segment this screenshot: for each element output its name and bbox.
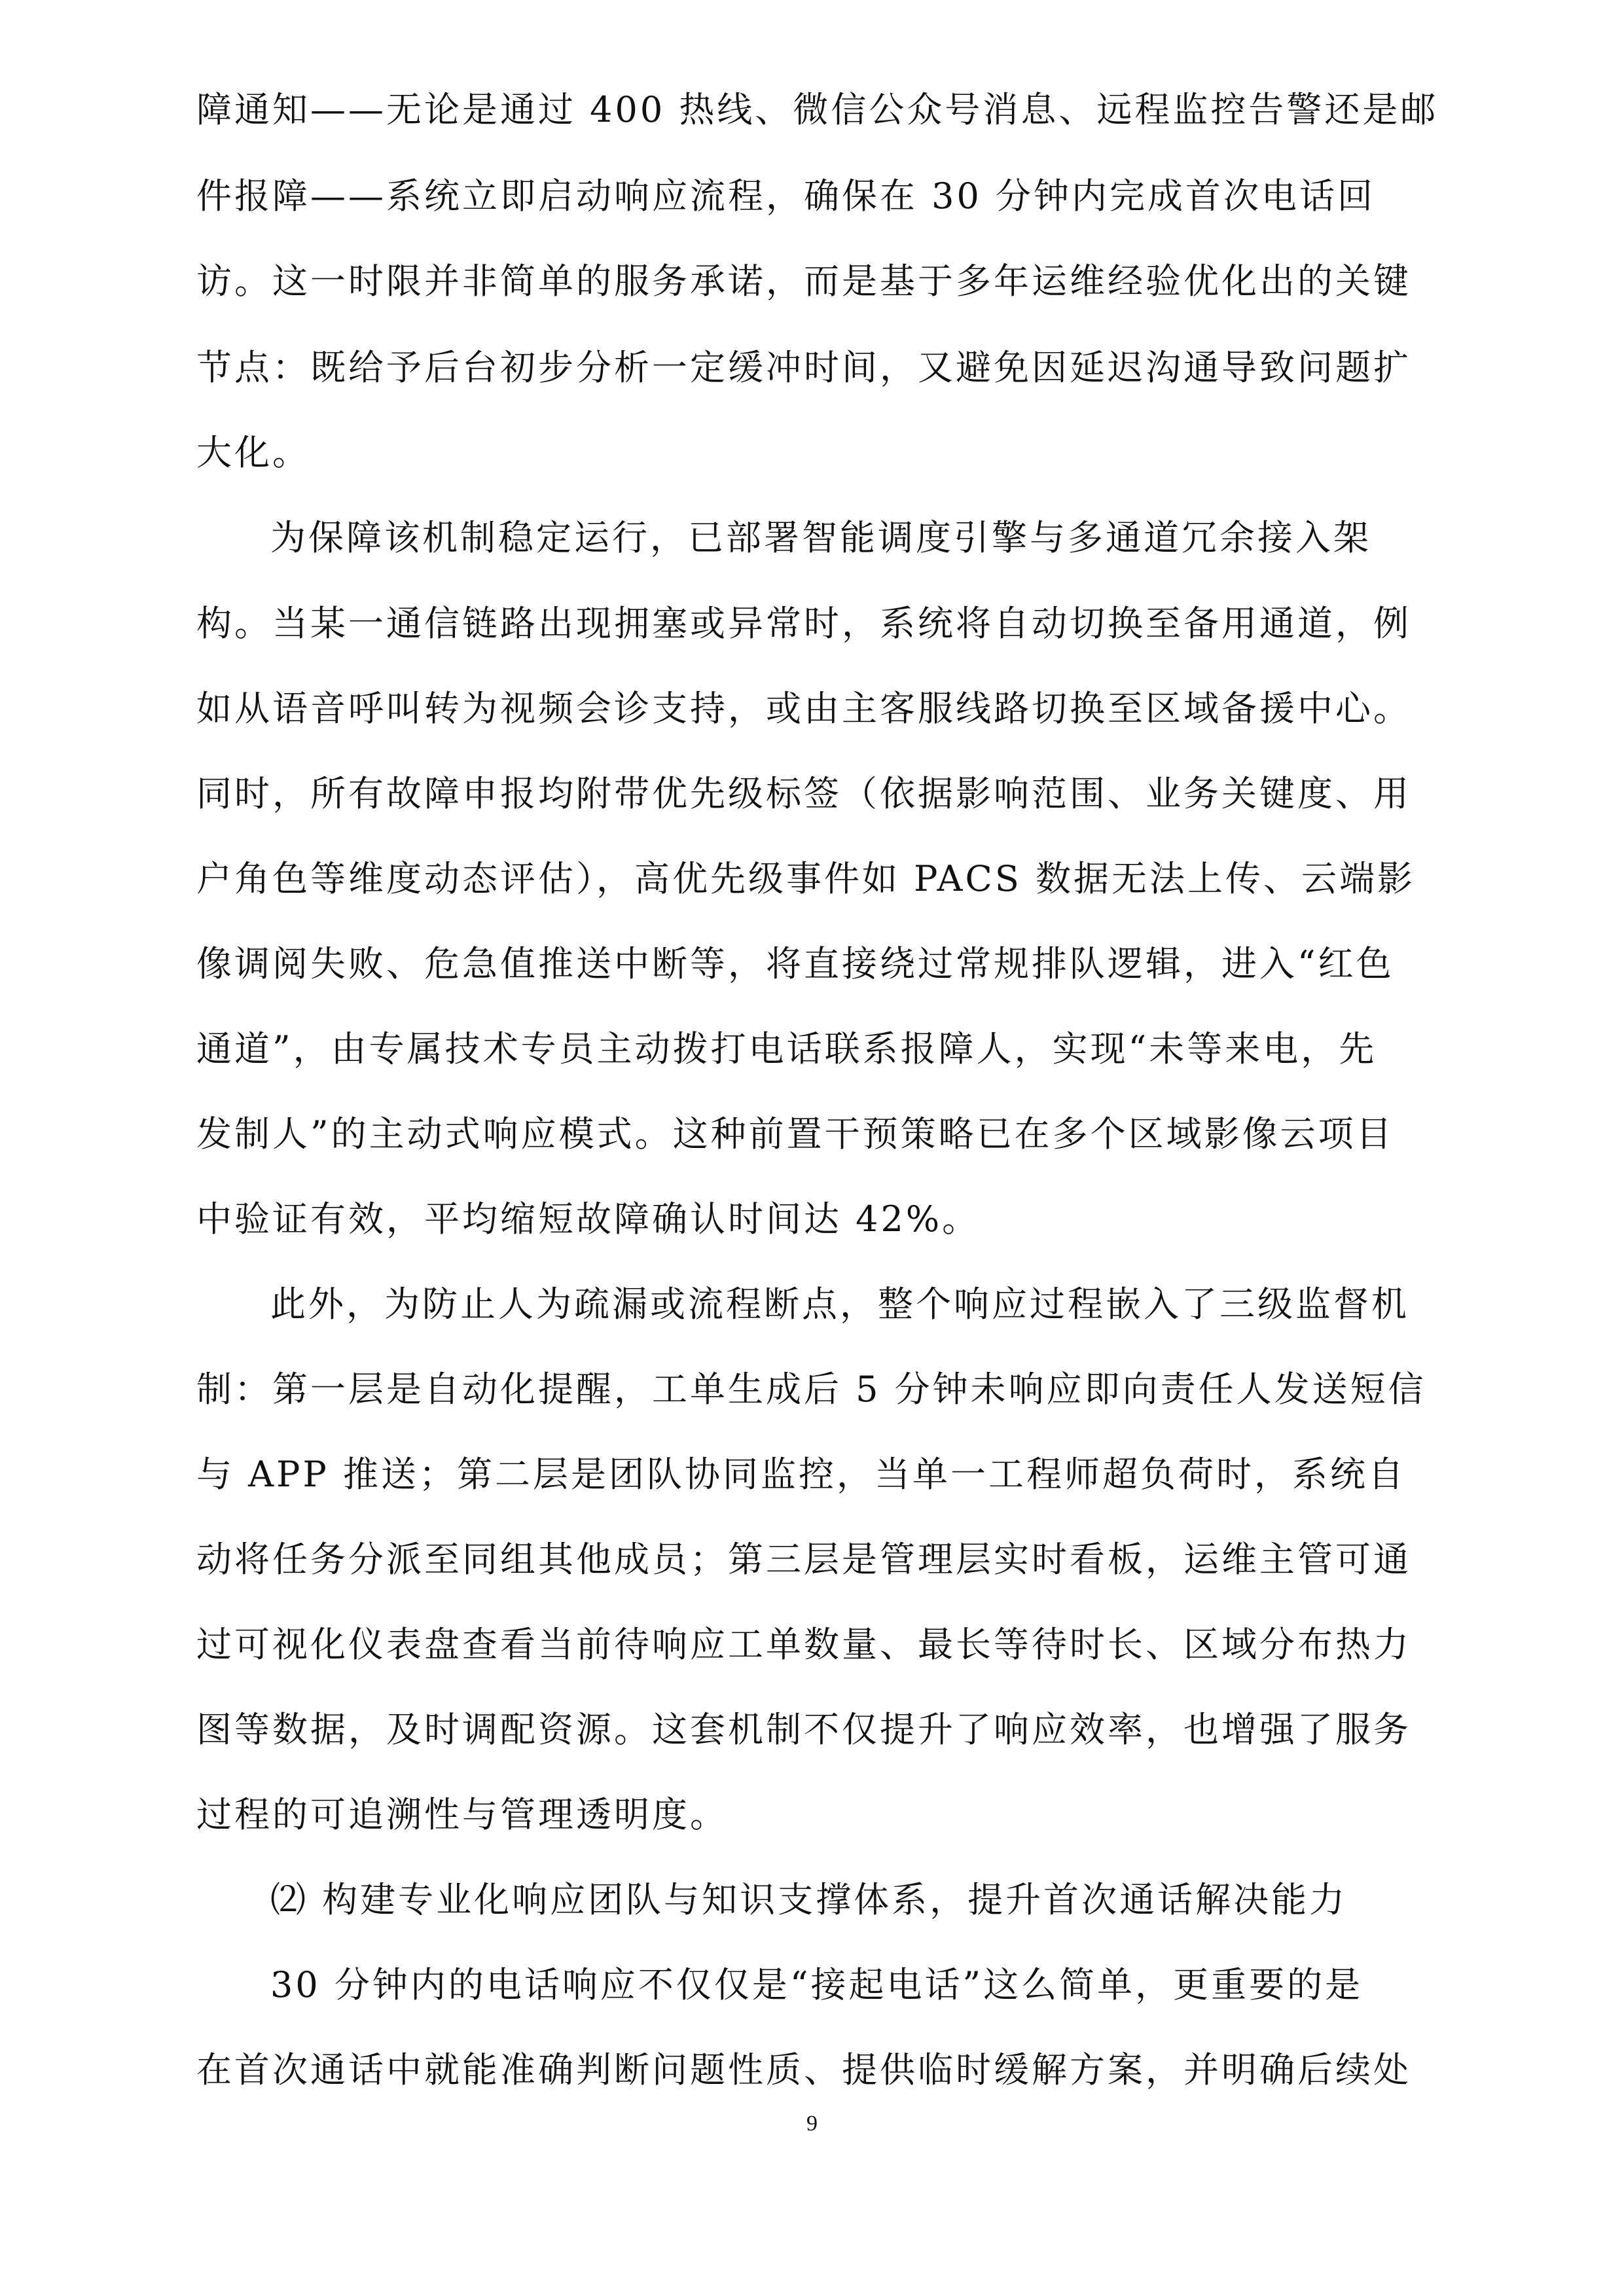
text-line: 件报障——系统立即启动响应流程，确保在 30 分钟内完成首次电话回 [196, 175, 1376, 217]
text-line: 像调阅失败、危急值推送中断等，将直接绕过常规排队逻辑，进入“红色 [196, 943, 1394, 984]
text-line: 大化。 [196, 432, 310, 473]
text-line: 过可视化仪表盘查看当前待响应工单数量、最长等待时长、区域分布热力 [196, 1624, 1411, 1665]
text-line: 同时，所有故障申报均附带优先级标签（依据影响范围、业务关键度、用 [196, 773, 1411, 814]
text-line: 过程的可追溯性与管理透明度。 [196, 1794, 728, 1835]
page-number: 9 [806, 2111, 818, 2136]
text-line: 图等数据，及时调配资源。这套机制不仅提升了响应效率，也增强了服务 [196, 1709, 1411, 1750]
text-line: 中验证有效，平均缩短故障确认时间达 42%。 [196, 1198, 981, 1240]
text-line: 动将任务分派至同组其他成员；第三层是管理层实时看板，运维主管可通 [196, 1539, 1411, 1580]
paragraph-first-line: 30 分钟内的电话响应不仅仅是“接起电话”这么简单，更重要的是 [270, 1964, 1363, 2005]
text-line: 通道”，由专属技术专员主动拨打电话联系报障人，实现“未等来电，先 [196, 1028, 1377, 1069]
text-line: 节点：既给予后台初步分析一定缓冲时间，又避免因延迟沟通导致问题扩 [196, 347, 1411, 388]
text-line: 制：第一层是自动化提醒，工单生成后 5 分钟未响应即向责任人发送短信 [196, 1369, 1426, 1410]
text-line: 户角色等维度动态评估），高优先级事件如 PACS 数据无法上传、云端影 [196, 858, 1416, 899]
section-heading: ⑵ 构建专业化响应团队与知识支撑体系，提升首次通话解决能力 [270, 1879, 1348, 1920]
text-line: 障通知——无论是通过 400 热线、微信公众号消息、远程监控告警还是邮 [196, 89, 1439, 130]
text-line: 在首次通话中就能准确判断问题性质、提供临时缓解方案，并明确后续处 [196, 2049, 1411, 2090]
text-line: 发制人”的主动式响应模式。这种前置干预策略已在多个区域影像云项目 [196, 1113, 1394, 1155]
text-line: 构。当某一通信链路出现拥塞或异常时，系统将自动切换至备用通道，例 [196, 603, 1411, 644]
text-line: 访。这一时限并非简单的服务承诺，而是基于多年运维经验优化出的关键 [196, 260, 1411, 302]
text-line: 如从语音呼叫转为视频会诊支持，或由主客服线路切换至区域备援中心。 [196, 688, 1411, 729]
text-line: 与 APP 推送；第二层是团队协同监控，当单一工程师超负荷时，系统自 [196, 1454, 1406, 1495]
paragraph-first-line: 此外，为防止人为疏漏或流程断点，整个响应过程嵌入了三级监督机 [270, 1283, 1409, 1325]
paragraph-first-line: 为保障该机制稳定运行，已部署智能调度引擎与多通道冗余接入架 [270, 517, 1371, 558]
